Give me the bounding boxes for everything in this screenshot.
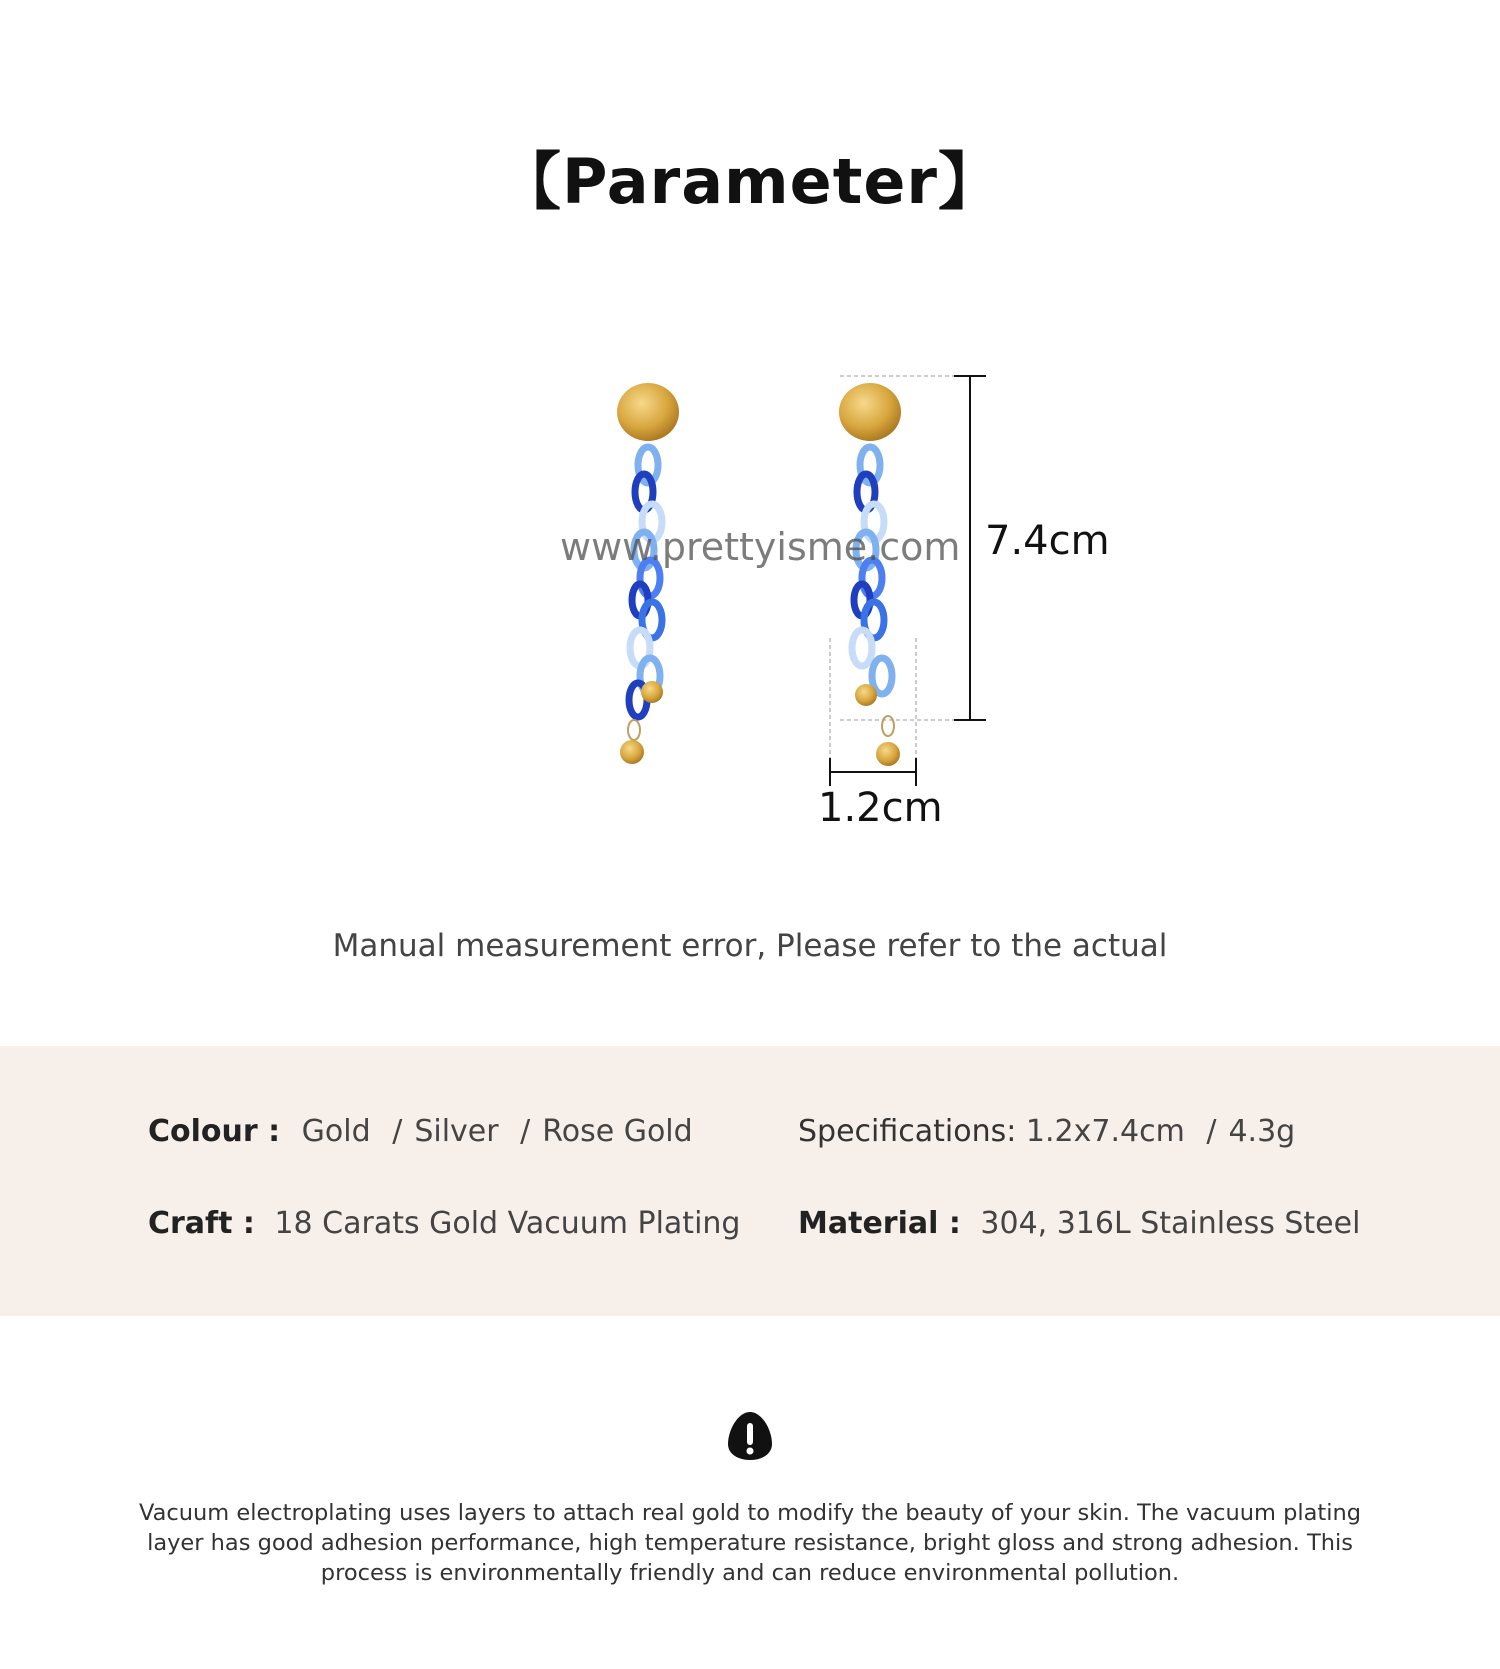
separator: / bbox=[520, 1114, 531, 1149]
separator: / bbox=[1206, 1114, 1217, 1149]
craft-key: Craft : bbox=[148, 1206, 255, 1241]
right-earring bbox=[839, 383, 901, 766]
material-row bbox=[798, 1206, 1360, 1241]
earrings-illustration bbox=[540, 360, 1140, 830]
colour-value-rose-gold: Rose Gold bbox=[542, 1114, 693, 1149]
colour-row bbox=[148, 1114, 693, 1149]
separator: / bbox=[392, 1114, 403, 1149]
colour-value-silver: Silver bbox=[414, 1114, 499, 1149]
height-label: 7.4cm bbox=[985, 518, 1110, 564]
craft-row bbox=[148, 1206, 740, 1241]
width-label: 1.2cm bbox=[818, 785, 943, 831]
colour-value-gold: Gold bbox=[301, 1114, 371, 1149]
measurement-note: Manual measurement error, Please refer to the actual bbox=[332, 928, 1168, 964]
specifications-key: Specifications: bbox=[798, 1114, 1017, 1149]
page-title: 【Parameter】 bbox=[499, 145, 1001, 218]
specifications-row bbox=[798, 1114, 1295, 1149]
material-value: 304, 316L Stainless Steel bbox=[980, 1206, 1361, 1241]
earring-product-image bbox=[540, 360, 1140, 830]
watermark: www.prettyisme.com bbox=[560, 525, 961, 569]
specifications-weight: 4.3g bbox=[1228, 1114, 1296, 1149]
exclamation-icon bbox=[726, 1410, 774, 1462]
parameters-panel bbox=[0, 1046, 1500, 1316]
left-earring bbox=[617, 383, 679, 764]
material-key: Material : bbox=[798, 1206, 961, 1241]
colour-key: Colour : bbox=[148, 1114, 281, 1149]
footer-description: Vacuum electroplating uses layers to attach real gold to modify the beauty of your skin. The vacuum plating layer has good adhesion performance, high temperature resistance, bright gloss and strong adhesion. This process is environmentally friendly and can reduce environmental pollution. bbox=[138, 1500, 1362, 1586]
specifications-value: 1.2x7.4cm bbox=[1025, 1114, 1185, 1149]
craft-value: 18 Carats Gold Vacuum Plating bbox=[274, 1206, 741, 1241]
